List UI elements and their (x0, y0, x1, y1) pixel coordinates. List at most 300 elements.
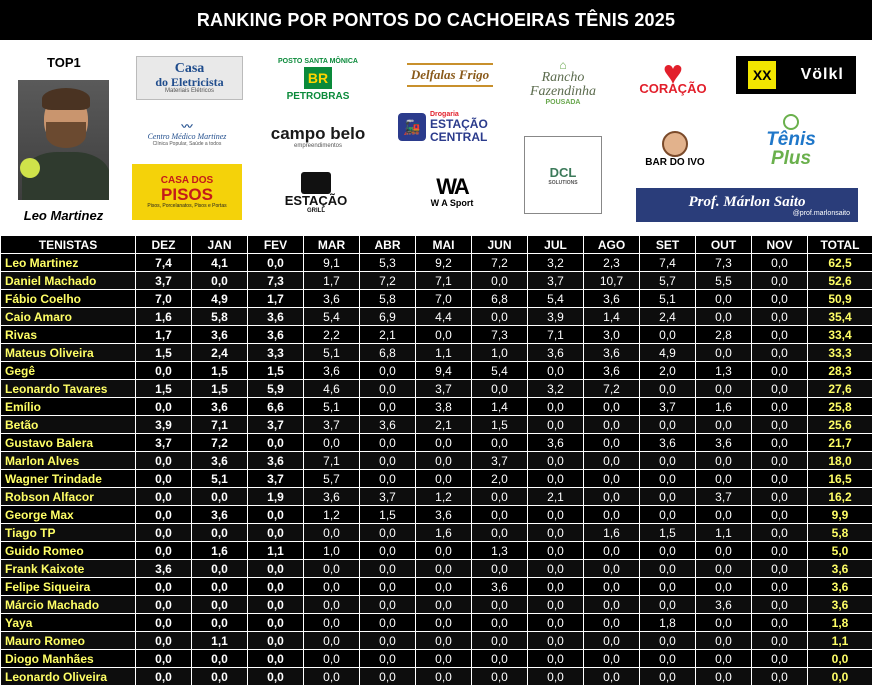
player-name-cell: Guido Romeo (1, 542, 136, 560)
page-title: RANKING POR PONTOS DO CACHOEIRAS TÊNIS 2025 (0, 0, 872, 40)
month-score-cell: 0,0 (416, 452, 472, 470)
month-score-cell: 3,6 (528, 344, 584, 362)
month-score-cell: 0,0 (416, 470, 472, 488)
table-header-row (1, 236, 872, 254)
month-score-cell: 3,6 (416, 506, 472, 524)
month-score-cell: 6,8 (472, 290, 528, 308)
total-cell: 62,5 (808, 254, 872, 272)
month-score-cell: 2,2 (304, 326, 360, 344)
month-score-cell: 0,0 (360, 596, 416, 614)
ranking-table (0, 235, 872, 686)
month-score-cell: 0,0 (472, 596, 528, 614)
month-score-cell: 7,2 (472, 254, 528, 272)
table-row (1, 326, 872, 344)
sponsor-wa-sport-logo: WA W A Sport (430, 174, 474, 208)
total-cell: 5,8 (808, 524, 872, 542)
column-header-jun: JUN (472, 236, 528, 254)
month-score-cell: 2,8 (696, 326, 752, 344)
month-score-cell: 0,0 (136, 632, 192, 650)
month-score-cell: 5,4 (528, 290, 584, 308)
month-score-cell: 0,0 (528, 668, 584, 686)
month-score-cell: 1,6 (416, 524, 472, 542)
table-row (1, 614, 872, 632)
month-score-cell: 0,0 (752, 272, 808, 290)
column-header-nov: NOV (752, 236, 808, 254)
month-score-cell: 0,0 (528, 542, 584, 560)
sponsor-centro-medico-logo: 〰 Centro Médico Martinez Clínica Popular, Saúde a todos (147, 120, 227, 147)
month-score-cell: 0,0 (584, 614, 640, 632)
month-score-cell: 0,0 (640, 560, 696, 578)
month-score-cell: 0,0 (360, 650, 416, 668)
month-score-cell: 0,0 (416, 614, 472, 632)
month-score-cell: 5,3 (360, 254, 416, 272)
player-name-cell: Emílio (1, 398, 136, 416)
month-score-cell: 7,0 (416, 290, 472, 308)
month-score-cell: 7,2 (360, 272, 416, 290)
total-cell: 0,0 (808, 650, 872, 668)
month-score-cell: 0,0 (752, 254, 808, 272)
month-score-cell: 2,0 (472, 470, 528, 488)
column-header-jul: JUL (528, 236, 584, 254)
month-score-cell: 1,2 (416, 488, 472, 506)
table-row (1, 632, 872, 650)
month-score-cell: 0,0 (640, 326, 696, 344)
month-score-cell: 0,0 (528, 650, 584, 668)
month-score-cell: 3,6 (696, 434, 752, 452)
month-score-cell: 0,0 (640, 452, 696, 470)
player-name-cell: Leonardo Oliveira (1, 668, 136, 686)
total-cell: 28,3 (808, 362, 872, 380)
total-cell: 0,0 (808, 668, 872, 686)
month-score-cell: 0,0 (752, 344, 808, 362)
month-score-cell: 0,0 (360, 542, 416, 560)
tennis-racket-icon (783, 114, 799, 130)
month-score-cell: 1,1 (416, 344, 472, 362)
month-score-cell: 1,1 (192, 632, 248, 650)
month-score-cell: 3,7 (416, 380, 472, 398)
sponsor-estacao-grill-logo: ESTAÇÃO GRILL (278, 162, 354, 224)
month-score-cell: 0,0 (304, 650, 360, 668)
month-score-cell: 3,6 (584, 290, 640, 308)
month-score-cell: 1,2 (304, 506, 360, 524)
month-score-cell: 1,5 (360, 506, 416, 524)
month-score-cell: 0,0 (696, 452, 752, 470)
month-score-cell: 1,6 (136, 308, 192, 326)
month-score-cell: 1,0 (304, 542, 360, 560)
month-score-cell: 1,3 (696, 362, 752, 380)
month-score-cell: 3,6 (248, 308, 304, 326)
month-score-cell: 2,0 (640, 362, 696, 380)
total-cell: 50,9 (808, 290, 872, 308)
month-score-cell: 5,8 (360, 290, 416, 308)
month-score-cell: 0,0 (752, 470, 808, 488)
month-score-cell: 0,0 (136, 668, 192, 686)
player-name-cell: Marlon Alves (1, 452, 136, 470)
month-score-cell: 3,9 (528, 308, 584, 326)
month-score-cell: 0,0 (640, 668, 696, 686)
month-score-cell: 6,6 (248, 398, 304, 416)
month-score-cell: 0,0 (248, 506, 304, 524)
month-score-cell: 3,6 (192, 326, 248, 344)
sponsor-bar-do-ivo-logo: BAR DO IVO (636, 118, 714, 180)
month-score-cell: 0,0 (304, 596, 360, 614)
month-score-cell: 4,9 (192, 290, 248, 308)
column-header-out: OUT (696, 236, 752, 254)
month-score-cell: 0,0 (416, 560, 472, 578)
month-score-cell: 1,5 (136, 344, 192, 362)
month-score-cell: 0,0 (192, 524, 248, 542)
month-score-cell: 0,0 (416, 668, 472, 686)
total-cell: 3,6 (808, 596, 872, 614)
month-score-cell: 7,3 (696, 254, 752, 272)
month-score-cell: 0,0 (584, 506, 640, 524)
month-score-cell: 3,0 (584, 326, 640, 344)
player-name-cell: Betão (1, 416, 136, 434)
month-score-cell: 0,0 (136, 398, 192, 416)
month-score-cell: 0,0 (528, 560, 584, 578)
month-score-cell: 3,8 (416, 398, 472, 416)
month-score-cell: 1,9 (248, 488, 304, 506)
month-score-cell: 0,0 (192, 272, 248, 290)
month-score-cell: 0,0 (472, 380, 528, 398)
table-row (1, 344, 872, 362)
player-name-cell: Gustavo Balera (1, 434, 136, 452)
month-score-cell: 0,0 (584, 416, 640, 434)
heart-icon: ♥ (662, 53, 684, 92)
column-header-dez: DEZ (136, 236, 192, 254)
month-score-cell: 3,6 (248, 452, 304, 470)
month-score-cell: 0,0 (696, 542, 752, 560)
month-score-cell: 0,0 (304, 434, 360, 452)
total-cell: 18,0 (808, 452, 872, 470)
month-score-cell: 1,7 (248, 290, 304, 308)
month-score-cell: 0,0 (640, 650, 696, 668)
month-score-cell: 3,7 (136, 434, 192, 452)
sponsor-marlon-saito-logo: Prof. Márlon Saito @prof.marlonsaito (636, 188, 858, 222)
month-score-cell: 0,0 (472, 650, 528, 668)
month-score-cell: 0,0 (416, 578, 472, 596)
month-score-cell: 3,6 (192, 398, 248, 416)
player-name-cell: Caio Amaro (1, 308, 136, 326)
month-score-cell: 2,1 (528, 488, 584, 506)
month-score-cell: 0,0 (752, 290, 808, 308)
month-score-cell: 6,9 (360, 308, 416, 326)
table-row (1, 578, 872, 596)
month-score-cell: 0,0 (696, 416, 752, 434)
month-score-cell: 0,0 (696, 470, 752, 488)
table-row (1, 362, 872, 380)
month-score-cell: 1,7 (136, 326, 192, 344)
month-score-cell: 3,6 (360, 416, 416, 434)
month-score-cell: 1,6 (696, 398, 752, 416)
top-player-photo (18, 80, 109, 200)
month-score-cell: 0,0 (528, 416, 584, 434)
month-score-cell: 1,1 (696, 524, 752, 542)
month-score-cell: 3,6 (584, 362, 640, 380)
month-score-cell: 7,3 (472, 326, 528, 344)
table-row (1, 488, 872, 506)
player-name-cell: Tiago TP (1, 524, 136, 542)
month-score-cell: 0,0 (360, 668, 416, 686)
month-score-cell: 0,0 (584, 488, 640, 506)
month-score-cell: 0,0 (472, 488, 528, 506)
month-score-cell: 0,0 (696, 614, 752, 632)
month-score-cell: 3,6 (304, 290, 360, 308)
month-score-cell: 3,6 (136, 560, 192, 578)
total-cell: 27,6 (808, 380, 872, 398)
train-icon: 🚂 (398, 113, 426, 141)
column-header-jan: JAN (192, 236, 248, 254)
month-score-cell: 0,0 (528, 470, 584, 488)
month-score-cell: 1,4 (584, 308, 640, 326)
table-row (1, 560, 872, 578)
player-name-cell: Wagner Trindade (1, 470, 136, 488)
month-score-cell: 0,0 (584, 434, 640, 452)
month-score-cell: 0,0 (640, 416, 696, 434)
month-score-cell: 3,6 (528, 434, 584, 452)
month-score-cell: 0,0 (584, 632, 640, 650)
month-score-cell: 5,9 (248, 380, 304, 398)
total-cell: 9,9 (808, 506, 872, 524)
month-score-cell: 4,4 (416, 308, 472, 326)
month-score-cell: 0,0 (584, 542, 640, 560)
player-name-cell: Fábio Coelho (1, 290, 136, 308)
month-score-cell: 4,9 (640, 344, 696, 362)
month-score-cell: 3,6 (192, 506, 248, 524)
month-score-cell: 0,0 (360, 470, 416, 488)
sponsor-coracao-logo: ♥ CORAÇÃO (639, 53, 707, 96)
table-row (1, 380, 872, 398)
month-score-cell: 3,6 (640, 434, 696, 452)
month-score-cell: 0,0 (528, 596, 584, 614)
player-name-cell: Leo Martinez (1, 254, 136, 272)
month-score-cell: 3,2 (528, 254, 584, 272)
column-header-ago: AGO (584, 236, 640, 254)
month-score-cell: 0,0 (192, 650, 248, 668)
month-score-cell: 0,0 (696, 506, 752, 524)
month-score-cell: 0,0 (472, 272, 528, 290)
month-score-cell: 0,0 (136, 578, 192, 596)
month-score-cell: 0,0 (248, 668, 304, 686)
table-row (1, 470, 872, 488)
month-score-cell: 0,0 (696, 578, 752, 596)
month-score-cell: 7,1 (416, 272, 472, 290)
player-name-cell: Leonardo Tavares (1, 380, 136, 398)
month-score-cell: 0,0 (752, 542, 808, 560)
month-score-cell: 1,5 (472, 416, 528, 434)
month-score-cell: 1,1 (248, 542, 304, 560)
month-score-cell: 0,0 (584, 596, 640, 614)
month-score-cell: 2,1 (416, 416, 472, 434)
month-score-cell: 3,7 (640, 398, 696, 416)
month-score-cell: 0,0 (472, 524, 528, 542)
month-score-cell: 0,0 (136, 542, 192, 560)
month-score-cell: 1,7 (304, 272, 360, 290)
sponsor-petrobras-logo: POSTO SANTA MÔNICA BR PETROBRAS (278, 58, 358, 102)
month-score-cell: 5,1 (304, 398, 360, 416)
table-row (1, 506, 872, 524)
sponsor-drogaria-logo: 🚂 Drogaria ESTAÇÃO CENTRAL (398, 106, 502, 148)
column-header-abr: ABR (360, 236, 416, 254)
month-score-cell: 0,0 (416, 596, 472, 614)
month-score-cell: 3,3 (248, 344, 304, 362)
sponsor-tenis-plus-logo: Tênis Plus (750, 108, 832, 174)
month-score-cell: 3,6 (472, 578, 528, 596)
month-score-cell: 1,5 (640, 524, 696, 542)
top-label: TOP1 (47, 55, 81, 70)
table-row (1, 542, 872, 560)
total-cell: 33,3 (808, 344, 872, 362)
month-score-cell: 0,0 (248, 560, 304, 578)
player-name-cell: Mauro Romeo (1, 632, 136, 650)
month-score-cell: 0,0 (248, 650, 304, 668)
month-score-cell: 7,0 (136, 290, 192, 308)
month-score-cell: 5,4 (472, 362, 528, 380)
month-score-cell: 3,6 (192, 452, 248, 470)
month-score-cell: 0,0 (472, 632, 528, 650)
month-score-cell: 0,0 (752, 560, 808, 578)
month-score-cell: 0,0 (472, 668, 528, 686)
month-score-cell: 0,0 (416, 326, 472, 344)
sponsor-rancho-fazendinha-logo: ⌂ Rancho Fazendinha POUSADA (529, 57, 597, 106)
month-score-cell: 0,0 (248, 524, 304, 542)
month-score-cell: 9,2 (416, 254, 472, 272)
month-score-cell: 1,3 (472, 542, 528, 560)
month-score-cell: 7,1 (528, 326, 584, 344)
total-cell: 52,6 (808, 272, 872, 290)
month-score-cell: 0,0 (640, 632, 696, 650)
month-score-cell: 5,1 (304, 344, 360, 362)
month-score-cell: 10,7 (584, 272, 640, 290)
month-score-cell: 3,6 (304, 362, 360, 380)
total-cell: 25,6 (808, 416, 872, 434)
month-score-cell: 0,0 (752, 434, 808, 452)
month-score-cell: 0,0 (528, 506, 584, 524)
month-score-cell: 0,0 (360, 380, 416, 398)
month-score-cell: 0,0 (640, 578, 696, 596)
sponsor-dcl-logo: DCL SOLUTIONS (524, 136, 602, 214)
month-score-cell: 0,0 (136, 488, 192, 506)
month-score-cell: 0,0 (696, 668, 752, 686)
month-score-cell: 2,3 (584, 254, 640, 272)
month-score-cell: 1,6 (584, 524, 640, 542)
month-score-cell: 0,0 (640, 488, 696, 506)
month-score-cell: 2,1 (360, 326, 416, 344)
column-header-fev: FEV (248, 236, 304, 254)
table-body (1, 254, 872, 686)
month-score-cell: 5,5 (696, 272, 752, 290)
month-score-cell: 1,5 (192, 362, 248, 380)
sponsor-campo-belo-logo: campo belo empreendimentos (270, 124, 366, 149)
month-score-cell: 0,0 (360, 524, 416, 542)
month-score-cell: 0,0 (304, 668, 360, 686)
month-score-cell: 0,0 (528, 398, 584, 416)
player-name-cell: Márcio Machado (1, 596, 136, 614)
month-score-cell: 0,0 (136, 470, 192, 488)
month-score-cell: 0,0 (360, 452, 416, 470)
month-score-cell: 0,0 (584, 398, 640, 416)
month-score-cell: 0,0 (752, 452, 808, 470)
month-score-cell: 0,0 (752, 524, 808, 542)
player-name-cell: Yaya (1, 614, 136, 632)
table-row (1, 596, 872, 614)
month-score-cell: 0,0 (752, 308, 808, 326)
table-row (1, 308, 872, 326)
month-score-cell: 1,5 (136, 380, 192, 398)
month-score-cell: 3,6 (304, 488, 360, 506)
sponsor-volkl-logo: XX Völkl (736, 56, 856, 94)
table-row (1, 650, 872, 668)
column-header-mai: MAI (416, 236, 472, 254)
month-score-cell: 0,0 (640, 596, 696, 614)
month-score-cell: 0,0 (528, 524, 584, 542)
month-score-cell: 7,4 (640, 254, 696, 272)
month-score-cell: 0,0 (304, 578, 360, 596)
month-score-cell: 5,7 (304, 470, 360, 488)
table-row (1, 668, 872, 686)
month-score-cell: 0,0 (752, 398, 808, 416)
month-score-cell: 3,7 (472, 452, 528, 470)
month-score-cell: 1,5 (248, 362, 304, 380)
month-score-cell: 0,0 (696, 650, 752, 668)
month-score-cell: 0,0 (192, 578, 248, 596)
caricature-icon (662, 131, 688, 157)
month-score-cell: 0,0 (304, 614, 360, 632)
month-score-cell: 3,7 (248, 470, 304, 488)
total-cell: 3,6 (808, 578, 872, 596)
month-score-cell: 0,0 (416, 632, 472, 650)
month-score-cell: 0,0 (752, 650, 808, 668)
month-score-cell: 0,0 (136, 524, 192, 542)
month-score-cell: 0,0 (696, 632, 752, 650)
month-score-cell: 0,0 (304, 524, 360, 542)
month-score-cell: 2,4 (640, 308, 696, 326)
month-score-cell: 0,0 (528, 362, 584, 380)
player-name-cell: Felipe Siqueira (1, 578, 136, 596)
month-score-cell: 3,2 (528, 380, 584, 398)
month-score-cell: 0,0 (136, 362, 192, 380)
player-name-cell: Mateus Oliveira (1, 344, 136, 362)
month-score-cell: 1,5 (192, 380, 248, 398)
total-cell: 33,4 (808, 326, 872, 344)
table-row (1, 254, 872, 272)
month-score-cell: 3,9 (136, 416, 192, 434)
table-row (1, 434, 872, 452)
player-name-cell: Frank Kaixote (1, 560, 136, 578)
month-score-cell: 3,7 (528, 272, 584, 290)
month-score-cell: 3,7 (696, 488, 752, 506)
table-row (1, 290, 872, 308)
month-score-cell: 0,0 (360, 560, 416, 578)
month-score-cell: 0,0 (248, 632, 304, 650)
month-score-cell: 0,0 (472, 560, 528, 578)
month-score-cell: 0,0 (696, 380, 752, 398)
month-score-cell: 3,7 (136, 272, 192, 290)
month-score-cell: 0,0 (696, 308, 752, 326)
month-score-cell: 7,3 (248, 272, 304, 290)
month-score-cell: 0,0 (360, 434, 416, 452)
month-score-cell: 0,0 (752, 326, 808, 344)
month-score-cell: 0,0 (752, 416, 808, 434)
sponsor-casa-eletricista-logo: Casa do Eletricista Materiais Elétricos (136, 56, 243, 100)
month-score-cell: 0,0 (640, 506, 696, 524)
month-score-cell: 3,7 (304, 416, 360, 434)
month-score-cell: 0,0 (528, 632, 584, 650)
month-score-cell: 3,6 (248, 326, 304, 344)
month-score-cell: 0,0 (752, 632, 808, 650)
month-score-cell: 0,0 (416, 650, 472, 668)
table-row (1, 272, 872, 290)
